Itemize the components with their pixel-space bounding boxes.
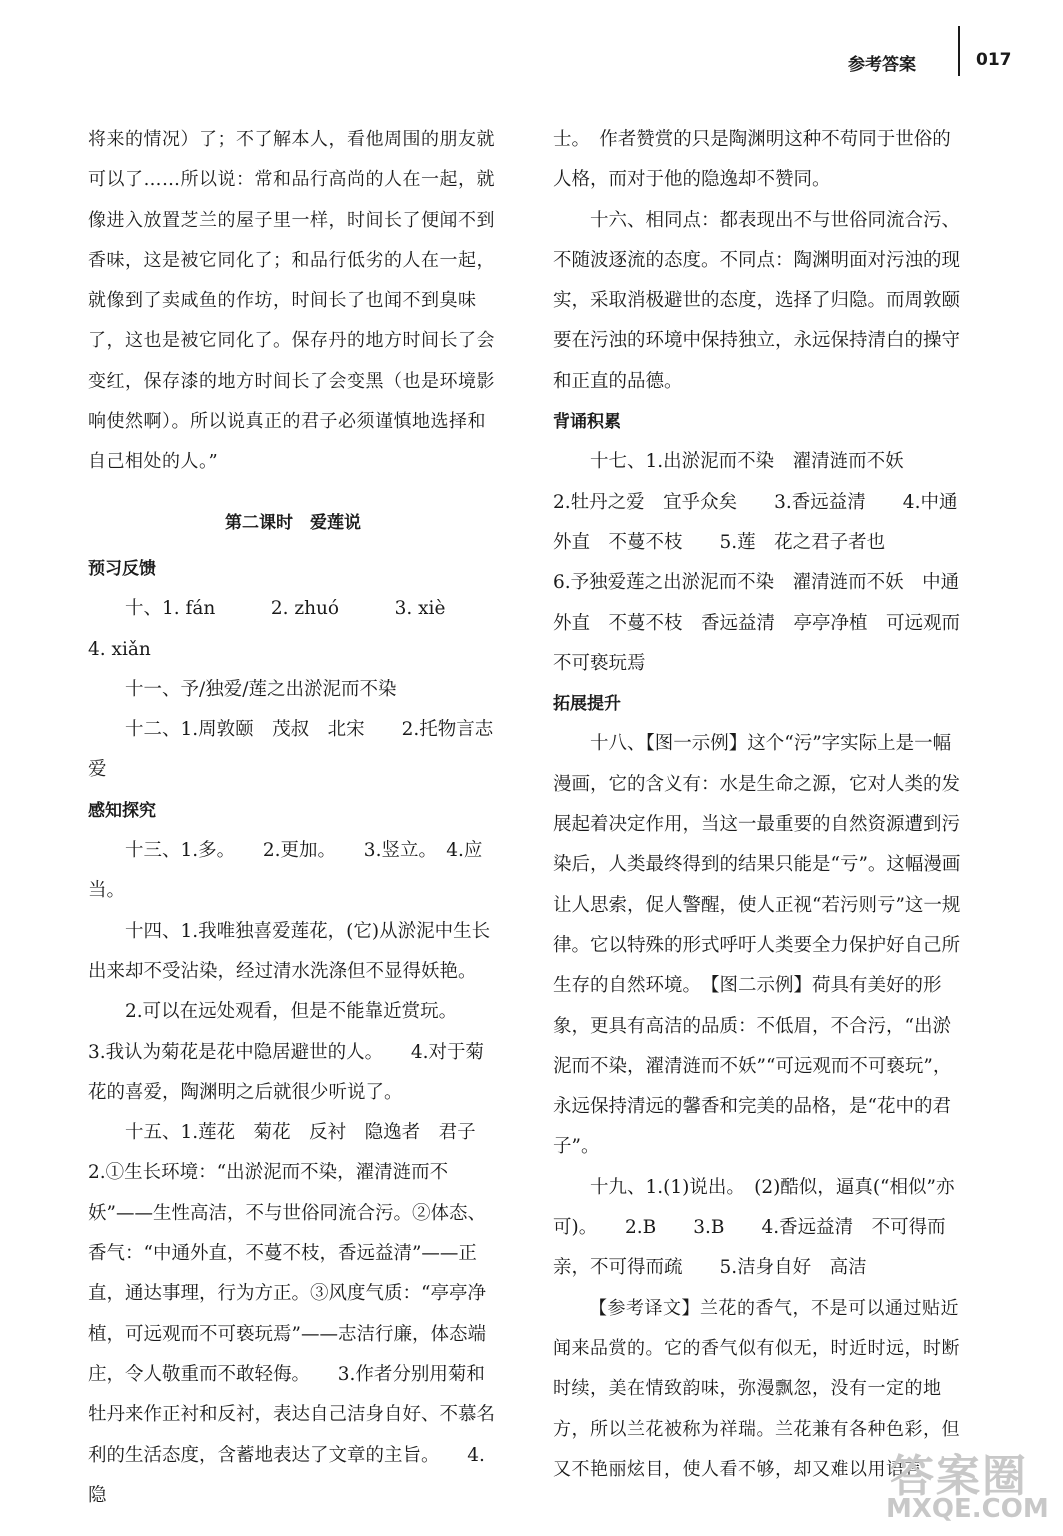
answer-18: 十八、【图一示例】这个“污”字实际上是一幅漫画，它的含义有：水是生命之源，它对人类的发展起着决定作用，当这一最重要的自然资源遭到污染后，人类最终得到的结果只能是“亏”。这幅漫画让人思索，促人警醒，使人正视“若污则亏”这一规律。它以特殊的形式呼吁人类要全力保护好自己所生存的自然环境。 【图二示例】荷具有美好的形象，更具有高洁的品质：不低眉，不合污，“出淤泥而不染，濯清涟而不妖”“可远观而不可亵玩”，永远保持清远的馨香和完美的品格，是“花中的君子”。 [553, 733, 961, 1158]
answer-10a: 十、1. fán 2. zhuó 3. xiè [125, 598, 446, 620]
right-column [553, 120, 963, 1490]
header-divider [958, 26, 960, 76]
lesson-title: 第二课时 爱莲说 [225, 512, 361, 533]
answer-14-2: 2.可以在远处观看，但是不能靠近赏玩。 [125, 1001, 458, 1023]
answer-17-1: 十七、1.出淤泥而不染 濯清涟而不妖 [590, 451, 904, 473]
reference-translation: 【参考译文】兰花的香气，不是可以通过贴近闻来品赏的。它的香气似有似无，时近时远，时断时续，美在情致韵味，弥漫飘忽，没有一定的地方，所以兰花被称为祥瑞。兰花兼有各种色彩，但又不艳丽炫目，使人看不够，却又难以用语言 [553, 1297, 960, 1480]
watermark-text-cn: 答案圈 [890, 1451, 1028, 1502]
left-column [88, 120, 512, 1516]
answer-13: 十三、1.多。 2.更加。 3.竖立。 4.应当。 [88, 840, 483, 902]
section-heading-preview: 预习反馈 [88, 558, 156, 579]
answer-17-2: 2.牡丹之爱 宜乎众矣 3.香远益清 4.中通外直 不蔓不枝 5.莲 花之君子者也 [553, 491, 958, 553]
section-heading-explore: 感知探究 [88, 800, 156, 821]
answer-15-1: 十五、1.莲花 菊花 反衬 隐逸者 君子 [125, 1122, 476, 1144]
section-heading-recite: 背诵积累 [553, 412, 621, 433]
page-number: 017 [976, 50, 1012, 70]
answer-17-3: 6.予独爱莲之出淤泥而不染 濯清涟而不妖 中通外直 不蔓不枝 香远益清 亭亭净植 可远观而不可亵玩焉 [553, 572, 961, 674]
answer-14-3: 3.我认为菊花是花中隐居避世的人。 4.对于菊花的喜爱，陶渊明之后就很少听说了。 [88, 1041, 485, 1103]
answer-15-continued: 士。 作者赞赏的只是陶渊明这种不苟同于世俗的人格，而对于他的隐逸却不赞同。 [553, 129, 951, 191]
section-heading-expand: 拓展提升 [553, 694, 621, 715]
watermark-text-en: MXQE.COM [886, 1494, 1049, 1524]
answer-15-2: 2.①生长环境：“出淤泥而不染，濯清涟而不妖”——生性高洁，不与世俗同流合污。②体态、香气：“中通外直，不蔓不枝，香远益清”——正直，通达事理，行为方正。③风度气质：“亭亭净植，可远观而不可亵玩焉”——志洁行廉，体态端庄，令人敬重而不敢轻侮。 3.作者分别用菊和牡丹来作正衬和反衬，表达自己洁身自好、不慕名利的生活态度，含蓄地表达了文章的主旨。 4.隐 [88, 1162, 496, 1506]
answer-11: 十一、予/独爱/莲之出淤泥而不染 [125, 678, 397, 700]
answer-19: 十九、1.(1)说出。 (2)酷似，逼真(“相似”亦可)。 2.B 3.B 4.香远益清 不可得而亲，不可得而疏 5.洁身自好 高洁 [553, 1176, 955, 1279]
paragraph-continued-translation: 将来的情况）了；不了解本人，看他周围的朋友就可以了……所以说：常和品行高尚的人在一起，就像进入放置芝兰的屋子里一样，时间长了便闻不到香味，这是被它同化了；和品行低劣的人在一起，就像到了卖咸鱼的作坊，时间长了也闻不到臭味了，这也是被它同化了。保存丹的地方时间长了会变红，保存漆的地方时间长了会变黑（也是环境影响使然啊）。所以说真正的君子必须谨慎地选择和自己相处的人。” [88, 129, 495, 473]
answer-10b: 4. xiǎn [88, 638, 151, 660]
header-title: 参考答案 [848, 55, 916, 75]
answer-12: 十二、1.周敦颐 茂叔 北宋 2.托物言志 爱 [88, 719, 512, 781]
watermark-logo [880, 1440, 1050, 1530]
answer-14-1: 十四、1.我唯独喜爱莲花，(它)从淤泥中生长出来却不受沾染，经过清水洗涤但不显得妖艳。 [88, 920, 491, 982]
answer-16: 十六、相同点：都表现出不与世俗同流合污、不随波逐流的态度。不同点：陶渊明面对污浊的现实，采取消极避世的态度，选择了归隐。而周敦颐要在污浊的环境中保持独立，永远保持清白的操守和正直的品德。 [553, 209, 961, 392]
